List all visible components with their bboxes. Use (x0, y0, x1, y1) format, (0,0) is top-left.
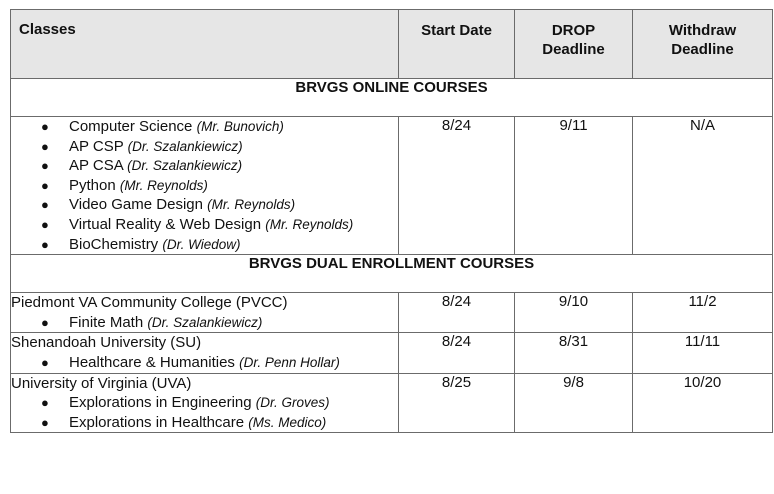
classes-cell (11, 117, 399, 255)
bullet-icon: ● (41, 177, 49, 193)
header-drop-line2: Deadline (542, 41, 605, 58)
classes-cell (11, 373, 399, 433)
table-row (11, 373, 773, 433)
course-deadlines-table (10, 9, 773, 433)
table-row (11, 293, 773, 333)
drop-deadline-cell: 9/8 (515, 373, 633, 433)
course-name: Finite Math (69, 313, 144, 331)
course-list (11, 393, 398, 432)
start-date-cell: 8/24 (399, 333, 515, 373)
list-item (11, 313, 398, 333)
list-item (11, 176, 398, 196)
course-name: Computer Science (69, 118, 193, 135)
course-name: AP CSA (69, 157, 123, 175)
list-item (11, 156, 398, 176)
header-classes: Classes (11, 10, 399, 79)
start-date-cell: 8/25 (399, 373, 515, 433)
instructor-name: (Mr. Reynolds) (265, 216, 354, 232)
list-item (11, 137, 398, 157)
section-header-row (11, 79, 773, 117)
bullet-icon: ● (41, 119, 49, 134)
instructor-name: (Dr. Penn Hollar) (239, 354, 340, 370)
bullet-icon: ● (41, 414, 49, 430)
bullet-icon: ● (41, 354, 49, 370)
section-header-row (11, 255, 773, 293)
college-name: Shenandoah University (SU) (11, 334, 202, 352)
start-date-cell: 8/24 (399, 117, 515, 255)
bullet-icon: ● (41, 216, 49, 232)
drop-deadline-cell: 8/31 (515, 333, 633, 373)
list-item (11, 215, 398, 235)
withdraw-deadline-cell: 11/2 (633, 293, 773, 333)
bullet-icon: ● (41, 314, 49, 330)
table-body (11, 10, 773, 433)
header-withdraw-line2: Deadline (671, 41, 734, 58)
list-item (11, 235, 398, 255)
list-item (11, 393, 398, 413)
header-row (11, 10, 773, 79)
section-title: BRVGS ONLINE COURSES (11, 79, 773, 117)
course-name: Virtual Reality & Web Design (69, 215, 262, 233)
classes-cell (11, 333, 399, 373)
list-item (11, 353, 398, 373)
course-name: Healthcare & Humanities (69, 353, 235, 371)
list-item (11, 195, 398, 215)
course-name: Explorations in Healthcare (69, 413, 245, 431)
header-withdraw-deadline (633, 10, 773, 79)
course-list (11, 313, 398, 333)
course-name: Explorations in Engineering (69, 394, 252, 412)
instructor-name: (Dr. Wiedow) (162, 236, 241, 252)
table-row (11, 333, 773, 373)
withdraw-deadline-cell: 10/20 (633, 373, 773, 433)
table-row (11, 117, 773, 255)
instructor-name: (Mr. Bunovich) (196, 119, 284, 134)
header-drop-deadline (515, 10, 633, 79)
instructor-name: (Mr. Reynolds) (207, 197, 296, 213)
instructor-name: (Dr. Szalankiewicz) (147, 314, 263, 330)
start-date-cell: 8/24 (399, 293, 515, 333)
instructor-name: (Dr. Groves) (255, 395, 330, 411)
list-item (11, 413, 398, 433)
header-drop-line1: DROP (551, 22, 596, 39)
college-name: University of Virginia (UVA) (11, 374, 192, 392)
course-name: BioChemistry (69, 235, 159, 253)
course-name: Video Game Design (69, 196, 203, 214)
classes-cell (11, 293, 399, 333)
header-withdraw-line1: Withdraw (668, 22, 737, 39)
course-list (11, 353, 398, 373)
list-item (11, 117, 398, 137)
bullet-icon: ● (41, 395, 49, 411)
withdraw-deadline-cell: 11/11 (633, 333, 773, 373)
bullet-icon: ● (41, 138, 49, 154)
header-start-date: Start Date (399, 10, 515, 79)
instructor-name: (Ms. Medico) (248, 414, 327, 430)
drop-deadline-cell: 9/11 (515, 117, 633, 255)
course-list (11, 117, 398, 254)
course-name: AP CSP (69, 137, 124, 155)
bullet-icon: ● (41, 158, 49, 174)
drop-deadline-cell: 9/10 (515, 293, 633, 333)
college-name: Piedmont VA Community College (PVCC) (11, 294, 288, 312)
instructor-name: (Dr. Szalankiewicz) (127, 138, 243, 154)
instructor-name: (Mr. Reynolds) (119, 177, 208, 193)
bullet-icon: ● (41, 197, 49, 213)
section-title: BRVGS DUAL ENROLLMENT COURSES (11, 255, 773, 293)
bullet-icon: ● (41, 236, 49, 252)
instructor-name: (Dr. Szalankiewicz) (127, 158, 243, 174)
withdraw-deadline-cell: N/A (633, 117, 773, 255)
course-name: Python (69, 176, 116, 194)
